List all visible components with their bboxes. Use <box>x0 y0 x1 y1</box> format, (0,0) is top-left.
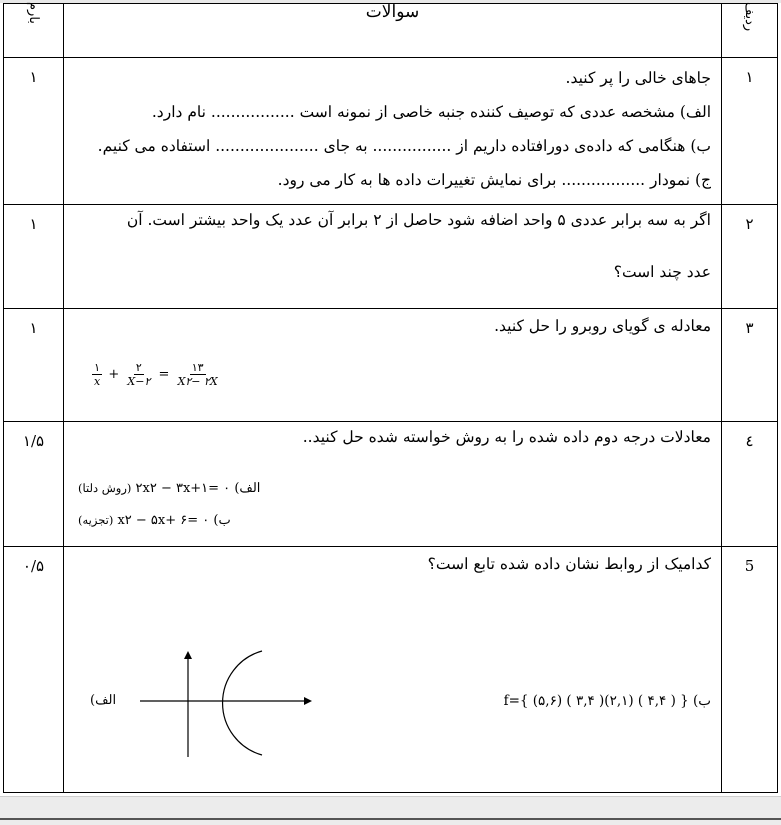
equation-part-a: الف) ۲x۲ − ۳x+۱= ۰ (روش دلتا) <box>78 481 261 496</box>
question-score: ۱ <box>4 309 64 422</box>
option-a-label: الف) <box>90 693 117 708</box>
question-row-4 <box>4 422 778 547</box>
x-axis-arrow-icon <box>304 697 312 705</box>
fraction: $\frac{۲}{X-۲}$ <box>127 361 151 388</box>
question-text <box>64 309 722 422</box>
fraction: $\frac{۱}{x}$ <box>94 361 101 388</box>
y-axis-arrow-icon <box>184 651 192 659</box>
question-number: ۲ <box>722 205 778 309</box>
question-line: معادله ی گویای روبرو را حل کنید. <box>494 317 711 335</box>
question-text <box>64 422 722 547</box>
question-score: ۱ <box>4 205 64 309</box>
question-score: ۱/۵ <box>4 422 64 547</box>
semicircle-curve <box>223 651 262 755</box>
question-line: عدد چند است؟ <box>613 263 711 281</box>
relation-graph <box>136 647 316 759</box>
question-line: اگر به سه برابر عددی ۵ واحد اضافه شود حاصل از ۲ برابر آن عدد یک واحد بیشتر است. آن <box>126 211 711 229</box>
question-line: معادلات درجه دوم داده شده را به روش خواسته شده حل کنید.. <box>302 428 711 446</box>
question-line: کدامیک از روابط نشان داده شده تابع است؟ <box>427 555 711 573</box>
question-number: ۳ <box>722 309 778 422</box>
questions-header: سوالات <box>64 4 722 58</box>
header-row <box>4 4 778 58</box>
question-text <box>64 547 722 793</box>
question-text <box>64 58 722 205</box>
question-line: ج) نمودار ................. برای نمایش تغییرات داده ها به کار می رود. <box>277 171 711 189</box>
equation-part-b: ب) x۲ − ۵x+ ۶= ۰ (تجزیه) <box>78 513 231 528</box>
question-row-5 <box>4 547 778 793</box>
question-number: 5 <box>722 547 778 793</box>
question-row-3 <box>4 309 778 422</box>
option-b-relation: ب) f={ (۵,۶) ( ۳,۴ )(۲,۱) ( ۴,۴ ) } <box>503 693 711 709</box>
question-text <box>64 205 722 309</box>
question-score: ۱ <box>4 58 64 205</box>
fraction: $\frac{۱۳}{X۲- ۲X}$ <box>177 361 218 388</box>
bottom-bar <box>0 796 781 825</box>
question-row-2 <box>4 205 778 309</box>
question-line: جاهای خالی را پر کنید. <box>565 69 711 87</box>
question-number: ٤ <box>722 422 778 547</box>
bottom-divider <box>0 818 781 820</box>
rational-equation: $\frac{۱}{x}$ + $\frac{۲}{X-۲}$ = $\frac{۱۳}{X۲- ۲X}$ <box>94 361 218 388</box>
question-score: ۰/۵ <box>4 547 64 793</box>
question-row-1 <box>4 58 778 205</box>
row-number-header: ردیف <box>722 4 778 58</box>
exam-table <box>3 3 778 793</box>
question-number: ۱ <box>722 58 778 205</box>
question-line: ب) هنگامی که داده‌ی دورافتاده داریم از ................ به جای ..................... استفاده می کنیم. <box>97 137 711 155</box>
score-header: بارم <box>4 4 64 58</box>
question-line: الف) مشخصه عددی که توصیف کننده جنبه خاصی از نمونه است ................. نام دارد. <box>151 103 711 121</box>
